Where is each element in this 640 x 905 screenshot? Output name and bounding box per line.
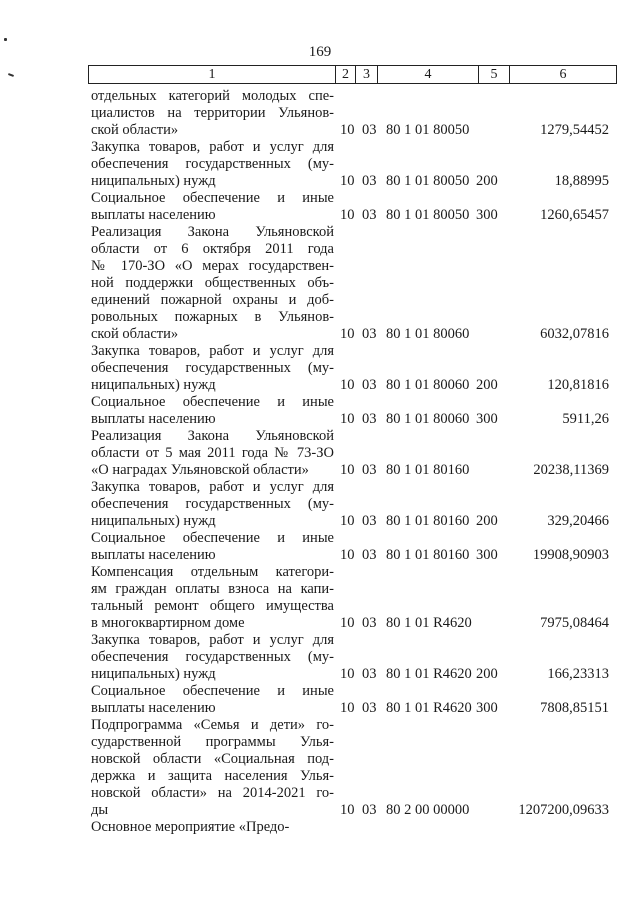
description-line: ской области»: [91, 122, 179, 138]
description-line: ниципальных) нужд: [91, 377, 216, 393]
row-description: [91, 428, 334, 479]
description-line: ской области»: [91, 326, 179, 342]
description-line: ровольных пожарных в Ульянов-: [91, 309, 334, 325]
row-description: [91, 717, 334, 819]
code-target-article: 80 1 01 80060: [386, 326, 470, 342]
code-expense-type: 300: [476, 700, 498, 716]
code-chapter: 10: [340, 326, 355, 342]
description-line: области от 5 мая 2011 года № 73-ЗО: [91, 445, 334, 461]
table-row: [0, 139, 640, 190]
scan-mark: [8, 73, 14, 77]
description-line: № 170-ЗО «О мерах государствен-: [91, 258, 334, 274]
code-expense-type: 300: [476, 547, 498, 563]
description-line: выплаты населению: [91, 411, 216, 427]
code-subchapter: 03: [362, 700, 377, 716]
description-line: циалистов на территории Ульянов-: [91, 105, 334, 121]
row-description: [91, 819, 334, 836]
description-line: Закупка товаров, работ и услуг для: [91, 343, 334, 359]
description-line: тальный ремонт общего имущества: [91, 598, 334, 614]
description-line: Закупка товаров, работ и услуг для: [91, 139, 334, 155]
row-description: [91, 224, 334, 343]
code-target-article: 80 1 01 80060: [386, 377, 470, 393]
description-line: Социальное обеспечение и иные: [91, 190, 334, 206]
description-line: области от 6 октября 2011 года: [91, 241, 334, 257]
description-line: ниципальных) нужд: [91, 513, 216, 529]
row-description: [91, 683, 334, 717]
code-chapter: 10: [340, 802, 355, 818]
amount: 7808,85151: [540, 700, 609, 716]
row-description: [91, 343, 334, 394]
code-chapter: 10: [340, 377, 355, 393]
description-line: ниципальных) нужд: [91, 666, 216, 682]
description-line: в многоквартирном доме: [91, 615, 245, 631]
code-target-article: 80 1 01 80160: [386, 513, 470, 529]
table-row: [0, 564, 640, 632]
code-subchapter: 03: [362, 802, 377, 818]
table-row: [0, 479, 640, 530]
description-line: обеспечения государственных (му-: [91, 649, 334, 665]
code-subchapter: 03: [362, 547, 377, 563]
description-line: новской области» на 2014-2021 го-: [91, 785, 334, 801]
column-header-2: 2: [336, 66, 356, 84]
description-line: единений пожарной охраны и доб-: [91, 292, 334, 308]
code-target-article: 80 1 01 80050: [386, 173, 470, 189]
column-header-6: 6: [510, 66, 617, 84]
description-line: ной поддержки общественных объ-: [91, 275, 334, 291]
code-target-article: 80 1 01 80160: [386, 462, 470, 478]
table-row: [0, 88, 640, 139]
table-body: [0, 88, 640, 836]
table-row: [0, 683, 640, 717]
code-subchapter: 03: [362, 377, 377, 393]
description-line: Закупка товаров, работ и услуг для: [91, 479, 334, 495]
amount: 166,23313: [547, 666, 609, 682]
description-line: Реализация Закона Ульяновской: [91, 428, 334, 444]
row-description: [91, 479, 334, 530]
description-line: Социальное обеспечение и иные: [91, 683, 334, 699]
row-description: [91, 632, 334, 683]
code-subchapter: 03: [362, 615, 377, 631]
code-target-article: 80 2 00 00000: [386, 802, 470, 818]
row-description: [91, 190, 334, 224]
description-line: Подпрограмма «Семья и дети» го-: [91, 717, 334, 733]
code-target-article: 80 1 01 80060: [386, 411, 470, 427]
description-line: Социальное обеспечение и иные: [91, 394, 334, 410]
code-chapter: 10: [340, 666, 355, 682]
description-line: ниципальных) нужд: [91, 173, 216, 189]
code-chapter: 10: [340, 411, 355, 427]
description-line: ям граждан оплаты взноса на капи-: [91, 581, 334, 597]
amount: 1207200,09633: [518, 802, 609, 818]
code-target-article: 80 1 01 80050: [386, 122, 470, 138]
code-chapter: 10: [340, 615, 355, 631]
description-line: Закупка товаров, работ и услуг для: [91, 632, 334, 648]
scan-mark: [4, 38, 7, 41]
description-line: выплаты населению: [91, 700, 216, 716]
description-line: выплаты населению: [91, 207, 216, 223]
code-target-article: 80 1 01 80050: [386, 207, 470, 223]
code-expense-type: 200: [476, 173, 498, 189]
row-description: [91, 564, 334, 632]
row-description: [91, 394, 334, 428]
code-expense-type: 200: [476, 513, 498, 529]
table-row: [0, 428, 640, 479]
amount: 1279,54452: [540, 122, 609, 138]
description-line: Компенсация отдельным категори-: [91, 564, 334, 580]
description-line: Основное мероприятие «Предо-: [91, 819, 290, 835]
code-expense-type: 300: [476, 411, 498, 427]
code-chapter: 10: [340, 207, 355, 223]
column-header-table: [88, 65, 617, 84]
table-row: [0, 190, 640, 224]
code-subchapter: 03: [362, 122, 377, 138]
code-target-article: 80 1 01 R4620: [386, 700, 472, 716]
column-header-5: 5: [479, 66, 510, 84]
code-subchapter: 03: [362, 513, 377, 529]
amount: 20238,11369: [533, 462, 609, 478]
code-subchapter: 03: [362, 462, 377, 478]
code-expense-type: 200: [476, 666, 498, 682]
description-line: новской области «Социальная под-: [91, 751, 334, 767]
code-expense-type: 200: [476, 377, 498, 393]
amount: 19908,90903: [532, 547, 609, 563]
code-chapter: 10: [340, 547, 355, 563]
row-description: [91, 88, 334, 139]
amount: 6032,07816: [540, 326, 609, 342]
description-line: сударственной программы Улья-: [91, 734, 334, 750]
amount: 5911,26: [562, 411, 609, 427]
table-row: [0, 819, 640, 836]
code-subchapter: 03: [362, 173, 377, 189]
description-line: Социальное обеспечение и иные: [91, 530, 334, 546]
code-chapter: 10: [340, 700, 355, 716]
row-description: [91, 139, 334, 190]
code-target-article: 80 1 01 R4620: [386, 666, 472, 682]
amount: 7975,08464: [540, 615, 609, 631]
description-line: обеспечения государственных (му-: [91, 360, 334, 376]
page-number: 169: [308, 44, 332, 60]
code-subchapter: 03: [362, 326, 377, 342]
table-row: [0, 632, 640, 683]
table-row: [0, 224, 640, 343]
code-chapter: 10: [340, 462, 355, 478]
code-target-article: 80 1 01 80160: [386, 547, 470, 563]
code-subchapter: 03: [362, 207, 377, 223]
description-line: «О наградах Ульяновской области»: [91, 462, 309, 478]
code-chapter: 10: [340, 122, 355, 138]
code-chapter: 10: [340, 513, 355, 529]
description-line: ды: [91, 802, 109, 818]
column-header-4: 4: [378, 66, 479, 84]
code-target-article: 80 1 01 R4620: [386, 615, 472, 631]
table-row: [0, 343, 640, 394]
table-row: [0, 394, 640, 428]
description-line: выплаты населению: [91, 547, 216, 563]
code-subchapter: 03: [362, 666, 377, 682]
row-description: [91, 530, 334, 564]
amount: 1260,65457: [540, 207, 609, 223]
column-header-3: 3: [356, 66, 378, 84]
table-row: [0, 717, 640, 819]
amount: 329,20466: [547, 513, 609, 529]
description-line: обеспечения государственных (му-: [91, 156, 334, 172]
code-chapter: 10: [340, 173, 355, 189]
amount: 18,88995: [554, 173, 609, 189]
amount: 120,81816: [547, 377, 609, 393]
table-row: [0, 530, 640, 564]
column-header-1: 1: [89, 66, 336, 84]
code-subchapter: 03: [362, 411, 377, 427]
description-line: держка и защита населения Улья-: [91, 768, 334, 784]
description-line: отдельных категорий молодых спе-: [91, 88, 334, 104]
code-expense-type: 300: [476, 207, 498, 223]
description-line: Реализация Закона Ульяновской: [91, 224, 334, 240]
description-line: обеспечения государственных (му-: [91, 496, 334, 512]
